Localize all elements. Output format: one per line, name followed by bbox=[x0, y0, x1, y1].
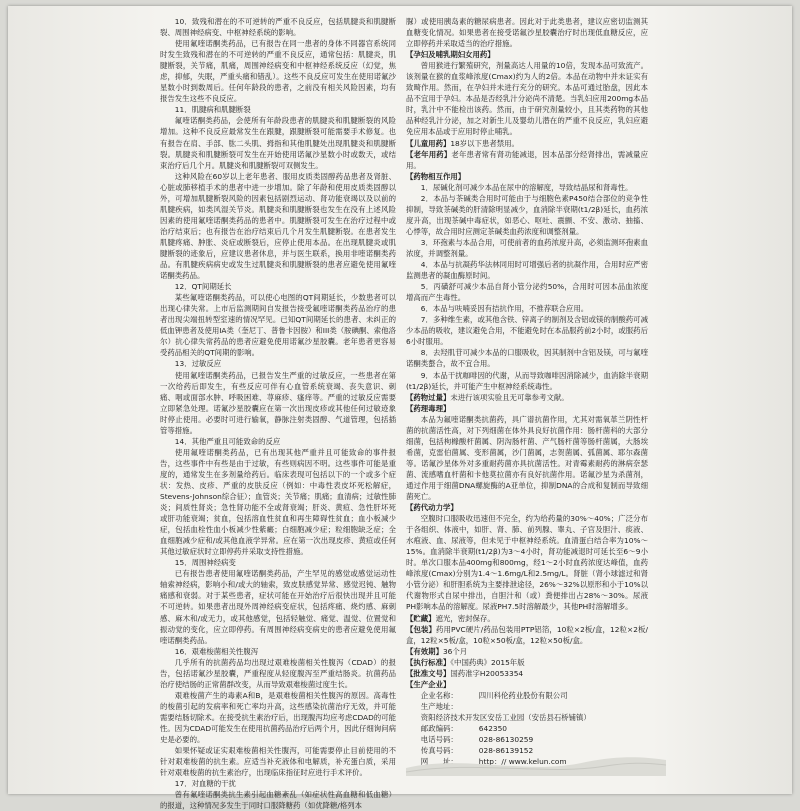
paragraph: 空腹时口服吸收迅速但不完全，约为给药量的30%～40%；广泛分布于各组织、体液中，如肝、肾、肺、前列腺、睾丸、子宫及胆汁、痰液、水疱液、血、尿液等，但未见于中枢神经系统。血清蛋白结合率为10%～15%。血消除半衰期(t1/2β)为3～4小时，肾功能减退时可延长至6～9小时。单次口服本品400mg和800mg，经1～2小时血药浓度达峰值，血药峰浓度(Cmax)分别为1.4～1.6mg/L和2.5mg/L。肾脏（肾小球滤过和肾小管分泌）和肝胆系统为主要排泄途径，26%～32%以原形和小于10%以代谢物形式自尿中排出，自胆汁和（或）粪便排出占28%～30%。尿液PH影响本品的溶解度。尿液PH7.5时溶解最少，其他PH时溶解增多。 bbox=[406, 514, 648, 612]
page-shadow-right bbox=[652, 6, 792, 794]
section-text: 18岁以下患者禁用。 bbox=[450, 138, 519, 148]
paragraph: 7．多种维生素，或其他含铁、锌离子的制剂及含铝或镁的制酸药可减少本品的吸收，建议避免合用，不能避免时在本品服药前2小时，或服药后6小时服用。 bbox=[406, 315, 648, 347]
paragraph: 11．肌腱病和肌腱断裂 bbox=[174, 105, 251, 115]
paragraph: 14．其他严重且可能致命的反应 bbox=[174, 436, 281, 446]
manufacturer-value: 028-86130259 bbox=[478, 735, 534, 745]
page-shadow-left bbox=[8, 6, 158, 794]
manufacturer-value: http：// www.kelun.com bbox=[478, 757, 567, 767]
section-heading bbox=[406, 646, 648, 657]
paragraph: 3．环孢素与本品合用，可使前者的血药浓度升高，必须监测环孢素血浓度，并调整剂量。 bbox=[406, 237, 648, 258]
section-label: 【药物相互作用】 bbox=[406, 171, 466, 181]
section-heading bbox=[406, 403, 648, 414]
manufacturer-label: 网 址： bbox=[420, 757, 458, 767]
section-label: 【贮藏】 bbox=[406, 613, 436, 623]
section-text: 36个月 bbox=[442, 646, 468, 656]
paragraph: 使用氟喹诺酮类药品，已报告发生严重的过敏反应，一些患者在第一次给药后即发生，有些反应可伴有心血管系统衰竭、丧失意识、刺痛、咽或面部水肿、呼吸困难、荨麻疹、瘙痒等。严重的过敏反应需要立即紧急处理。诺氟沙星胶囊应在第一次出现皮疹或其他任何过敏迹象时停止使用。必要时可进行输氧，静脉注射类固醇、气道管理，包括插管等措施。 bbox=[160, 370, 396, 435]
section-text: 国药准字H20053354 bbox=[450, 668, 524, 678]
paragraph: 这种风险在60岁以上老年患者、服用皮质类固醇药品患者及肾脏、心脏或肺移植手术的患者中进一步增加。除了年龄和使用皮质类固醇以外，可增加肌腱断裂风险的因素包括剧烈运动、肾功能衰竭以及以前的肌腱疾病，如类风湿关节炎。肌腱炎和肌腱断裂也发生在没有上述风险因素的使用氟喹诺酮类药品的患者中。肌腱断裂可发生在治疗过程中或治疗结束后；也有报告在治疗结束后几个月发生肌腱断裂。在患者发生肌腱疼痛、肿胀、炎症或断裂后，应停止使用本品。在出现肌腱炎或肌腱断裂的迹象后，应建议患者休息，并与医生联系，换用非喹诺酮类药品。有肌腱疾病病史或发生过肌腱炎和肌腱断裂的患者应避免使用氟喹诺酮类药品。 bbox=[160, 171, 396, 281]
manufacturer-value: 资阳经济技术开发区安岳工业园（安岳县石桥铺镇） bbox=[420, 712, 591, 722]
package-insert-sheet bbox=[8, 6, 792, 811]
paragraph: 几乎所有的抗菌药品均出现过艰难梭菌相关性腹泻（CDAD）的报告，包括诺氟沙星胶囊，严重程度从轻度腹泻至严重结肠炎。抗菌药品治疗使结肠的正常菌群改变，从而导致艰难梭菌过度生长。 bbox=[160, 657, 396, 689]
decorative-wave-band bbox=[406, 746, 666, 776]
manufacturer-label: 生产地址： bbox=[420, 701, 458, 711]
paragraph: 1．尿碱化剂可减少本品在尿中的溶解度，导致结晶尿和肾毒性。 bbox=[420, 182, 633, 192]
section-label: 【生产企业】 bbox=[406, 679, 451, 689]
paragraph: 脲）或使用胰岛素的糖尿病患者。因此对于此类患者，建议应密切监测其血糖变化情况。如果患者在接受诺氟沙星胶囊治疗时出现低血糖反应，应立即停药并采取适当的治疗措施。 bbox=[406, 17, 648, 49]
section-heading bbox=[406, 49, 648, 60]
paragraph: 9．本品干扰咖啡因的代谢，从而导致咖啡因消除减少，血消除半衰期(t1/2β)延长，并可能产生中枢神经系统毒性。 bbox=[406, 370, 648, 391]
manufacturer-line bbox=[406, 690, 648, 701]
manufacturer-line bbox=[406, 734, 648, 745]
paragraph: 2．本品与茶碱类合用时可能由于与细胞色素P450结合部位的竞争性抑制，导致茶碱类的肝清除明显减少，血消除半衰期(t1/2β)延长，血药浓度升高，出现茶碱中毒症状，如恶心、呕吐、震颤、不安、激动、抽搐、心悸等，故合用时应测定茶碱类血药浓度和调整剂量。 bbox=[406, 193, 648, 236]
paragraph: 16．艰难梭菌相关性腹泻 bbox=[174, 646, 259, 656]
paragraph: 曾有氟喹诺酮类抗生素引起血糖紊乱（如症状性高血糖和低血糖）的报道，这种情况多发生于同时口服降糖药（如优降糖/格列本 bbox=[160, 790, 396, 811]
manufacturer-value: 四川科伦药业股份有限公司 bbox=[478, 690, 568, 700]
paragraph: 17．对血糖的干扰 bbox=[174, 779, 236, 789]
section-heading bbox=[406, 392, 648, 403]
section-text: 未进行该项实验且无可靠参考文献。 bbox=[450, 392, 569, 402]
section-heading bbox=[406, 624, 648, 646]
paragraph: 10．致残和潜在的不可逆转的严重不良反应，包括肌腱炎和肌腱断裂、周围神经病变、中枢神经系统的影响。 bbox=[160, 17, 396, 38]
section-label: 【批准文号】 bbox=[406, 668, 451, 678]
section-label: 【执行标准】 bbox=[406, 657, 451, 667]
paragraph: 4．本品与抗凝药华法林同用时可增强后者的抗凝作用，合用时应严密监测患者的凝血酶原时间。 bbox=[406, 260, 648, 281]
section-label: 【有效期】 bbox=[406, 646, 443, 656]
manufacturer-line bbox=[406, 723, 648, 734]
paragraph: 6．本品与呋喃妥因有拮抗作用，不推荐联合应用。 bbox=[420, 304, 589, 314]
paragraph: 某些氟喹诺酮类药品，可以使心电图的QT间期延长，少数患者可以出现心律失常。上市后监测期间自发报告接受氟喹诺酮类药品治疗的患者出现尖端扭转型室速的情况罕见。已知QT间期延长的患者、未纠正的低血钾患者及使用IA类（奎尼丁、普鲁卡因胺）和III类（胺碘酮、索他洛尔）抗心律失常药品的患者应避免使用诺氟沙星胶囊。老年患者更容易受药品相关的QT间期的影响。 bbox=[160, 293, 396, 358]
right-text-column bbox=[406, 16, 648, 788]
section-heading bbox=[406, 149, 648, 171]
section-heading bbox=[406, 657, 648, 668]
manufacturer-value: 642350 bbox=[478, 724, 508, 733]
paragraph: 如果怀疑或证实艰难梭菌相关性腹泻，可能需要停止目前使用的不针对艰难梭菌的抗生素。应适当补充液体和电解质，补充蛋白质，采用针对艰难梭菌的抗生素治疗，出现临床指征时应进行手术评价。 bbox=[160, 746, 396, 778]
section-label: 【药代动力学】 bbox=[406, 503, 458, 513]
paragraph: 5．丙磺舒可减少本品自肾小管分泌约50%，合用时可因本品血浓度增高而产生毒性。 bbox=[406, 282, 648, 303]
manufacturer-label: 邮政编码： bbox=[420, 724, 458, 733]
right-paragraphs bbox=[406, 16, 648, 690]
section-label: 【老年用药】 bbox=[406, 149, 452, 159]
paragraph: 15．周围神经病变 bbox=[174, 558, 236, 568]
paragraph: 使用氟喹诺酮类药品，已有报告在同一患者的身体不同器官系统同时发生致残和潜在的不可逆转的严重不良反应，通常包括：肌腱炎，肌腱断裂，关节痛，肌痛，周围神经病变和中枢神经系统反应（幻觉，焦虑，抑郁，失眠，严重头痛和错乱）。这些不良反应可发生在使用诺氟沙星数小时到数周后。任何年龄段的患者，之前没有相关风险因素，均有报告发生这些不良反应。 bbox=[160, 39, 396, 104]
section-heading bbox=[406, 613, 648, 624]
paragraph: 氟喹诺酮类药品，会使所有年龄段患者的肌腱炎和肌腱断裂的风险增加。这种不良反应最常发生在跟腱，跟腱断裂可能需要手术修复。也有报告在肩、手部、肱二头肌、拇指和其他肌腱处出现肌腱炎和肌腱断裂。肌腱炎和肌腱断裂可发生在开始使用诺氟沙星数小时或数天，或结束治疗后几个月。肌腱炎和肌腱断裂可双侧发生。 bbox=[160, 116, 396, 170]
manufacturer-label: 企业名称： bbox=[420, 690, 458, 700]
section-label: 【药理毒理】 bbox=[406, 403, 451, 413]
paragraph: 曾用猴进行繁殖研究，剂量高达人用量的10倍，发现本品可致流产。该剂量在猴的血浆峰浓度(Cmax)约为人的2倍。本品在动物中并未证实有致畸作用。然而，在孕妇并未进行充分的研究。本品可通过胎盘，因此本品不宜用于孕妇。本品是否经乳汁分泌尚不清楚。当乳妇应用200mg本品时，乳汁中不能检出该药。然而，由于研究剂量较小，且其类药物的其他品种经乳汁分泌，加之对新生儿及婴幼儿潜在的严重不良反应，乳妇应避免应用本品或于应用时停止哺乳。 bbox=[406, 61, 648, 137]
section-heading bbox=[406, 668, 648, 679]
section-text: 遮光，密封保存。 bbox=[435, 613, 495, 623]
manufacturer-value: 028-86139152 bbox=[478, 746, 534, 756]
section-text: 《中国药典》2015年版 bbox=[450, 657, 525, 667]
paragraph: 本品为氟喹诺酮类抗菌药，具广谱抗菌作用，尤其对需氧革兰阴性杆菌的抗菌活性高，对下列细菌在体外具良好抗菌作用：肠杆菌科的大部分细菌，包括枸橼酸杆菌属、阴沟肠杆菌、产气肠杆菌等肠杆菌属，大肠埃希菌，克雷伯菌属、变形菌属，沙门菌属，志贺菌属、弧菌属、耶尔森菌等。诺氟沙星体外对多重耐药菌亦具抗菌活性。对青霉素耐药的淋病奈瑟菌、流感嗜血杆菌和卡他莫拉菌亦有良好抗菌作用。诺氟沙星为杀菌剂，通过作用于细菌DNA螺旋酶的A亚单位，抑制DNA的合成和复制而导致细菌死亡。 bbox=[406, 414, 648, 502]
paragraph: 8．去羟肌苷可减少本品的口服吸收，因其制剂中含铝及镁，可与氟喹诺酮类螯合，故不宜合用。 bbox=[406, 348, 648, 369]
manufacturer-label: 传真号码： bbox=[420, 746, 458, 756]
paragraph: 艰难梭菌产生的毒素A和B，是艰难梭菌相关性腹泻的原因。高毒性的梭菌引起的发病率和死亡率均升高，这些感染抗菌治疗无效，并可能需要结肠切除术。在接受抗生素治疗后，出现腹泻均应考虑CDAD的可能性。因为CDAD可能发生在使用抗菌药品治疗后两个月，因此仔细询问病史是必要的。 bbox=[160, 690, 396, 745]
section-heading bbox=[406, 502, 648, 513]
left-text-column bbox=[160, 16, 396, 811]
paragraph: 12．QT间期延长 bbox=[174, 282, 232, 292]
section-label: 【药物过量】 bbox=[406, 392, 451, 402]
paragraph: 使用氟喹诺酮类药品，已有出现其他严重并且可能致命的事件报告，这些事件中有些是由于过敏，有些则病因不明。这些事件可能是重度的，通常发生在多剂量给药后。临床表现可包括以下的一个或多个症状：发热、皮疹、严重的皮肤反应（例如：中毒性表皮坏死松解症，Stevens-Johnson综合征）；血管炎；关节痛；肌痛；血清病；过敏性肺炎；间质性肾炎；急性肾功能不全或肾衰竭；肝炎、黄疸、急性肝坏死或肝功能衰竭；贫血，包括溶血性贫血和再生障碍性贫血；血小板减少症，包括血栓性血小板减少性紫癜；白细胞减少症；粒细胞缺乏症；全血细胞减少症和/或其他血液学异常。应在第一次出现皮疹、黄疸或任何其他过敏症状时立即停药并采取支持性措施。 bbox=[160, 447, 396, 557]
section-text: 老年患者常有肾功能减退，因本品部分经肾排出，需减量应用。 bbox=[406, 149, 648, 170]
section-heading bbox=[406, 679, 648, 690]
paragraph: 13．过敏反应 bbox=[174, 359, 222, 369]
section-text: 药用PVC硬片/药品包装用PTP铝箔，10粒×2板/盒，12粒×2板/盒，12粒×5板/盒，10粒×50板/盒，12粒×50板/盒。 bbox=[406, 624, 648, 645]
section-label: 【包装】 bbox=[406, 624, 436, 634]
section-heading bbox=[406, 138, 648, 149]
manufacturer-line bbox=[406, 701, 648, 723]
section-heading bbox=[406, 171, 648, 182]
manufacturer-label: 电话号码： bbox=[420, 735, 458, 745]
section-label: 【孕妇及哺乳期妇女用药】 bbox=[406, 50, 495, 60]
paragraph: 已有报告患者使用氟喹诺酮类药品，产生罕见的感觉或感觉运动性轴索神经病，影响小和/或大的轴索，致皮肤感觉异常、感觉迟钝、触物痛感和衰弱。对于某些患者，症状可能在开始治疗后很快出现并且可能不可逆转。如果患者出现外周神经病变症状，包括疼痛、烧灼感、麻刺感、麻木和/或无力，或其他感觉，包括轻触觉、痛觉、温觉、位置觉和振动觉的变化，应立即停药。有周围神经病变病史的患者应避免使用氟喹诺酮类药品。 bbox=[160, 569, 396, 645]
section-label: 【儿童用药】 bbox=[406, 138, 451, 148]
